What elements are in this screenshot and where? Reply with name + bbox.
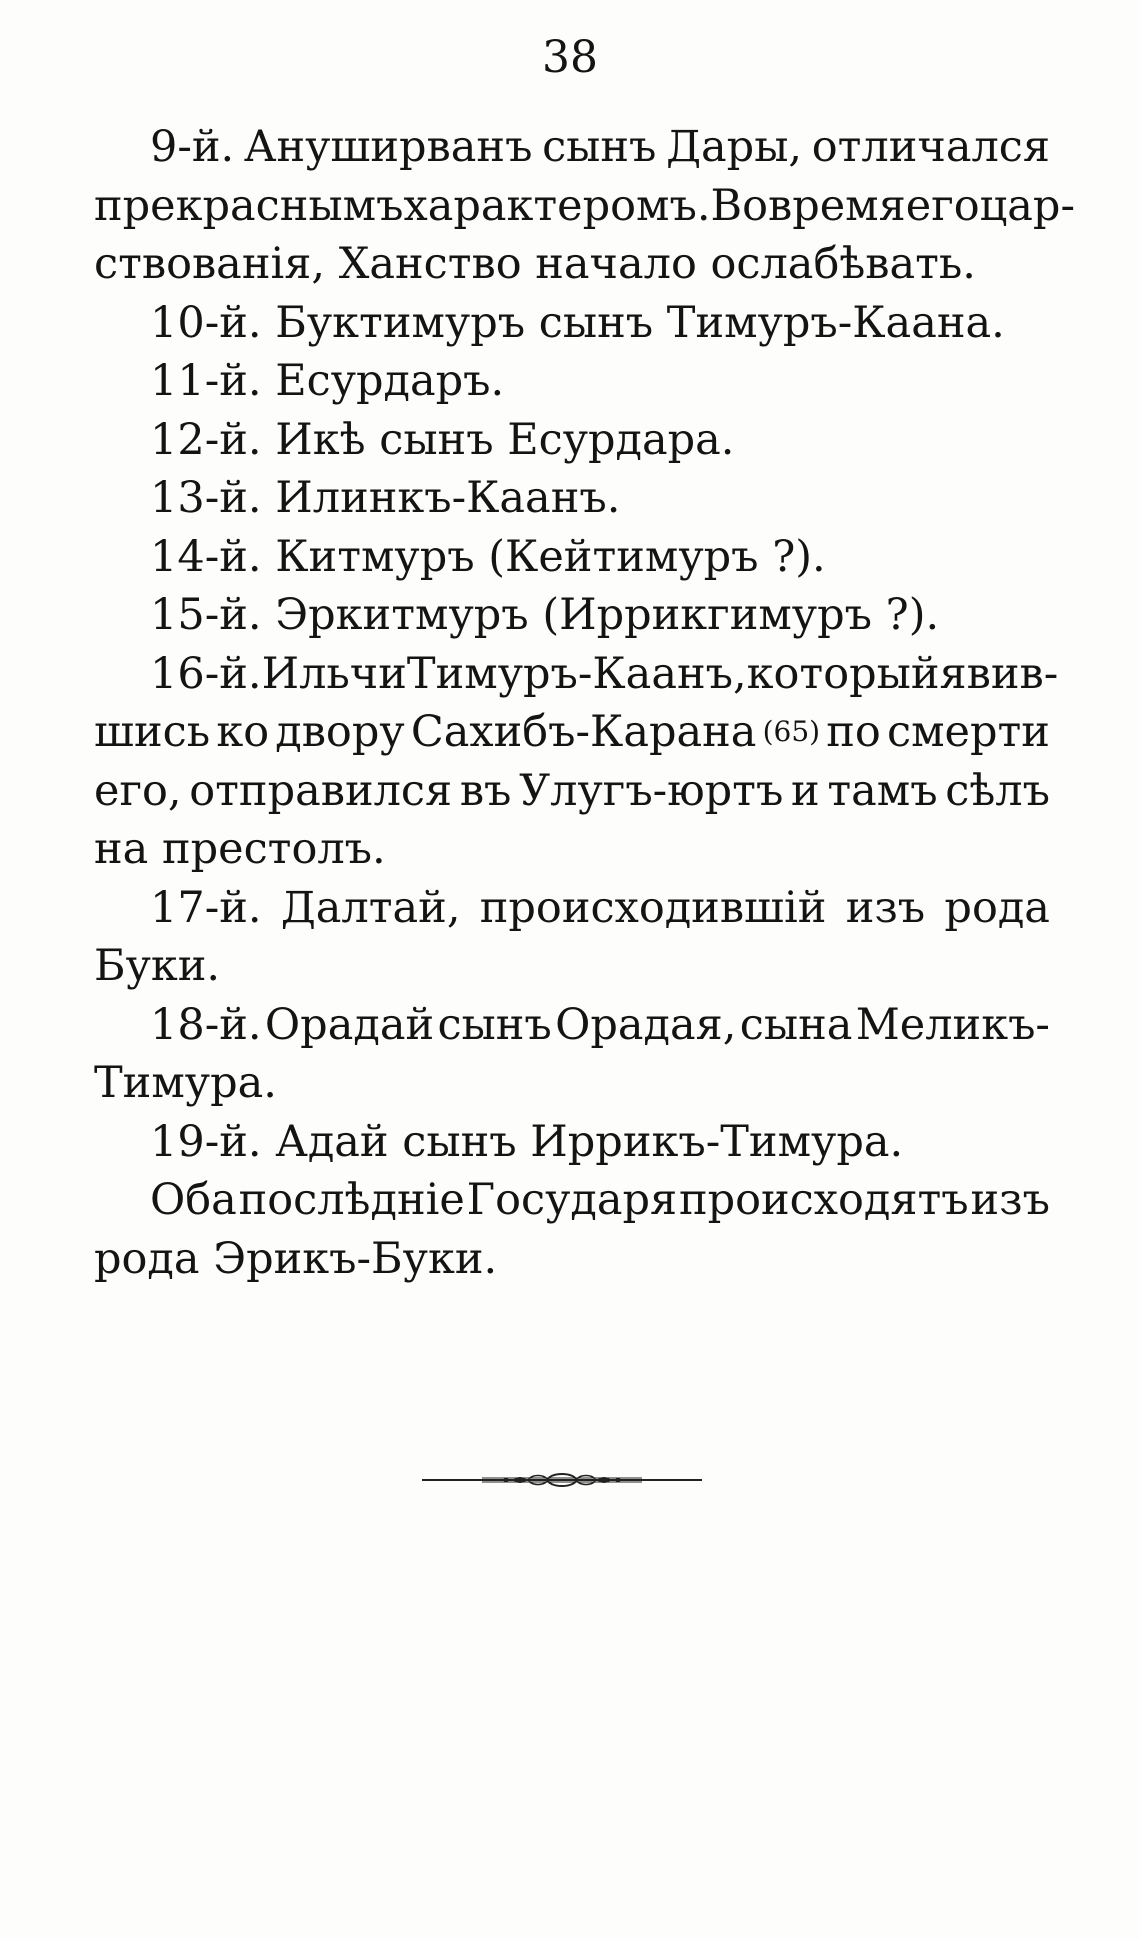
word: тамъ (827, 765, 938, 816)
text-line (94, 528, 1050, 587)
word: ?). (772, 531, 826, 582)
word: 9-й. (150, 122, 235, 172)
word: отличался (811, 122, 1050, 172)
word: послѣдніе (238, 1175, 465, 1225)
text-line (94, 937, 1050, 996)
word: Государя (466, 1175, 678, 1225)
word: ослабѣвать. (710, 239, 976, 289)
text-line (94, 996, 1050, 1055)
word: 17-й. (150, 882, 262, 933)
word: Буктимуръ (275, 297, 526, 348)
word: Орадая, (555, 999, 737, 1050)
word: происходятъ (678, 1175, 969, 1225)
word: Китмуръ (275, 531, 475, 582)
word: его (905, 180, 980, 231)
word: 14-й. (150, 531, 262, 582)
word: по (826, 707, 881, 757)
word: 15-й. (150, 590, 262, 640)
word: 10-й. (150, 297, 262, 348)
word: Во (710, 180, 768, 231)
text-line (94, 879, 1050, 938)
word: (Иррикгимуръ (542, 590, 872, 640)
word: (65) (762, 715, 821, 748)
text-line (94, 586, 1050, 645)
word: двору (275, 707, 405, 757)
text-line (94, 1113, 1050, 1172)
word: (Кейтимуръ (488, 531, 759, 582)
word: Оба (150, 1175, 237, 1225)
word: Ильчи (261, 648, 407, 699)
word: ?). (885, 590, 940, 640)
word: въ (459, 765, 512, 816)
word: и (791, 765, 820, 816)
text-line (94, 703, 1050, 762)
word: Меликъ- (855, 999, 1050, 1050)
word: Адай (275, 1116, 389, 1167)
text-line (94, 1171, 1050, 1230)
word: Ануширванъ (243, 122, 533, 172)
word: сынъ (437, 999, 552, 1050)
word: Эрикъ-Буки. (213, 1233, 498, 1284)
word: 19-й. (150, 1116, 262, 1167)
page-number: 38 (542, 32, 598, 83)
word: начало (535, 239, 697, 289)
word: сѣлъ (945, 765, 1050, 816)
text-line (94, 1230, 1050, 1289)
word: рода (94, 1233, 200, 1284)
word: 11-й. (150, 356, 262, 406)
word: цар- (979, 180, 1075, 231)
word: Тимуръ-Каанъ, (406, 648, 747, 699)
word: 16-й. (150, 648, 262, 699)
text-line (94, 118, 1050, 177)
word: сына (739, 999, 853, 1050)
text-line (94, 762, 1050, 821)
text-line (94, 645, 1059, 704)
word: Иррикъ-Тимура. (530, 1116, 904, 1167)
word: Илинкъ-Каанъ. (275, 473, 621, 523)
word: на (94, 824, 149, 874)
word: Ханство (338, 239, 522, 289)
word: Буки. (94, 941, 221, 991)
word: сынъ (402, 1116, 517, 1167)
word: Икѣ (275, 414, 366, 465)
word: 12-й. (150, 414, 262, 465)
text-line (94, 469, 1050, 528)
text-line (94, 820, 1050, 879)
word: ствованія, (94, 239, 326, 289)
text-line (94, 352, 1050, 411)
word: характеромъ. (403, 180, 711, 231)
ornament-divider-icon (422, 1468, 702, 1492)
word: 13-й. (150, 473, 262, 523)
word: смерти (887, 707, 1050, 757)
word: Дары, (666, 122, 803, 172)
word: изъ (970, 1175, 1050, 1225)
text-line (94, 235, 1050, 294)
word: Эркитмуръ (275, 590, 529, 640)
word: изъ (845, 882, 926, 933)
word: Сахибъ-Карана (410, 707, 757, 757)
word: происходившій (479, 882, 827, 933)
word: сынъ (379, 414, 494, 465)
word: Улугъ-юртъ (519, 765, 784, 816)
word: престолъ. (161, 824, 386, 874)
word: прекраснымъ (94, 180, 404, 231)
text-line (94, 294, 1050, 353)
word: рода (944, 882, 1050, 933)
word: Орадай (264, 999, 435, 1050)
word: Есурдара. (507, 414, 735, 465)
word: время (768, 180, 906, 231)
word: сынъ (538, 297, 654, 348)
word: 18-й. (150, 999, 262, 1050)
word: явив- (939, 648, 1059, 699)
page-body-text (94, 118, 1075, 1288)
word: шись (94, 707, 211, 757)
word: ко (216, 707, 270, 757)
text-line (94, 177, 1075, 236)
word: сынъ (542, 122, 657, 172)
word: его, (94, 765, 182, 816)
word: Есурдаръ. (275, 356, 505, 406)
text-line (94, 411, 1050, 470)
text-line (94, 1054, 1050, 1113)
word: отправился (189, 765, 453, 816)
word: Тимуръ-Каана. (666, 297, 1005, 348)
word: который (746, 648, 940, 699)
word: Тимура. (94, 1058, 277, 1108)
word: Далтай, (280, 882, 461, 933)
